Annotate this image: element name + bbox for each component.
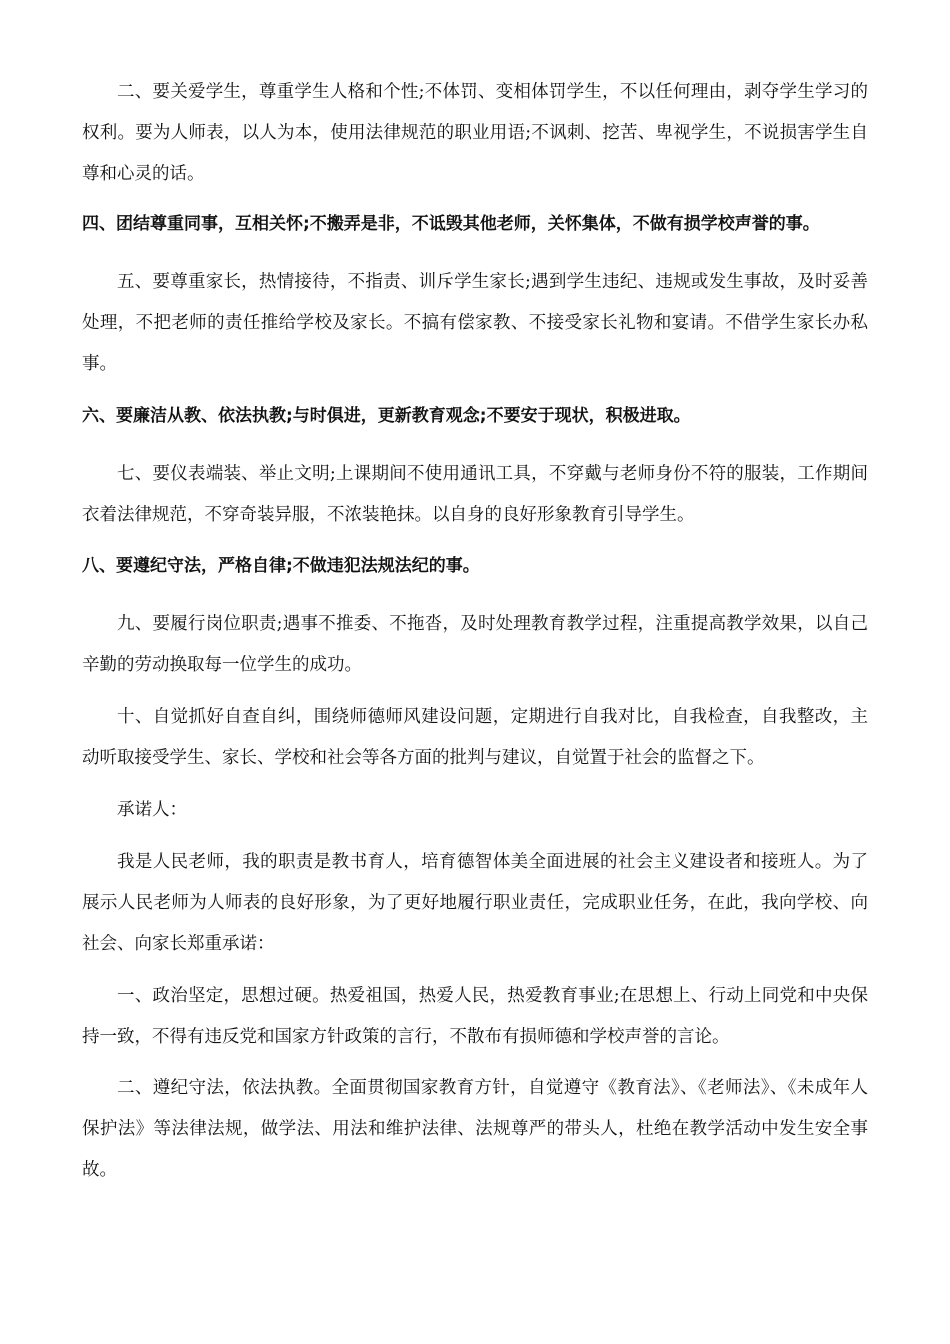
paragraph-self-inspection: 十、自觉抓好自查自纠，围绕师德师风建设问题，定期进行自我对比，自我检查，自我整改，主动听取接受学生、家长、学校和社会等各方面的批判与建议，自觉置于社会的监督之下。: [82, 707, 868, 768]
paragraph-duties: 九、要履行岗位职责;遇事不推委、不拖沓，及时处理教育教学过程，注重提高教学效果，以自己辛勤的劳动换取每一位学生的成功。: [82, 614, 868, 675]
paragraph-obey-law: 八、要遵纪守法，严格自律;不做违犯法规法纪的事。: [82, 556, 480, 576]
paragraph-appearance: 七、要仪表端装、举止文明;上课期间不使用通讯工具，不穿戴与老师身份不符的服装，工作期间衣着法律规范，不穿奇装异服，不浓装艳抹。以自身的良好形象教育引导学生。: [82, 464, 868, 525]
paragraph-respect-parents: 五、要尊重家长，热情接待，不指责、训斥学生家长;遇到学生违纪、违规或发生事故，及时妥善处理，不把老师的责任推给学校及家长。不搞有偿家教、不接受家长礼物和宴请。不借学生家长办私事。: [82, 272, 868, 374]
paragraph-respect-colleagues: 四、团结尊重同事，互相关怀;不搬弄是非，不诋毁其他老师，关怀集体，不做有损学校声誉的事。: [82, 214, 820, 234]
paragraph-pledge-intro: 我是人民老师，我的职责是教书育人，培育德智体美全面进展的社会主义建设者和接班人。为了展示人民老师为人师表的良好形象，为了更好地履行职业责任，完成职业任务，在此，我向学校、向社会、向家长郑重承诺：: [82, 852, 868, 954]
paragraph-promisor: 承诺人：: [117, 800, 187, 820]
paragraph-care-students: 二、要关爱学生，尊重学生人格和个性;不体罚、变相体罚学生，不以任何理由，剥夺学生学习的权利。要为人师表，以人为本，使用法律规范的职业用语;不讽刺、挖苦、卑视学生，不说损害学生自尊和心灵的话。: [82, 82, 868, 184]
paragraph-law-teaching: 二、遵纪守法，依法执教。全面贯彻国家教育方针，自觉遵守《教育法》、《老师法》、《未成年人保护法》等法律法规，做学法、用法和维护法律、法规尊严的带头人，杜绝在教学活动中发生安全事故。: [82, 1078, 868, 1180]
paragraph-political: 一、政治坚定，思想过硬。热爱祖国，热爱人民，热爱教育事业;在思想上、行动上同党和中央保持一致，不得有违反党和国家方针政策的言行，不散布有损师德和学校声誉的言论。: [82, 986, 868, 1047]
paragraph-integrity: 六、要廉洁从教、依法执教;与时俱进，更新教育观念;不要安于现状，积极进取。: [82, 406, 691, 426]
